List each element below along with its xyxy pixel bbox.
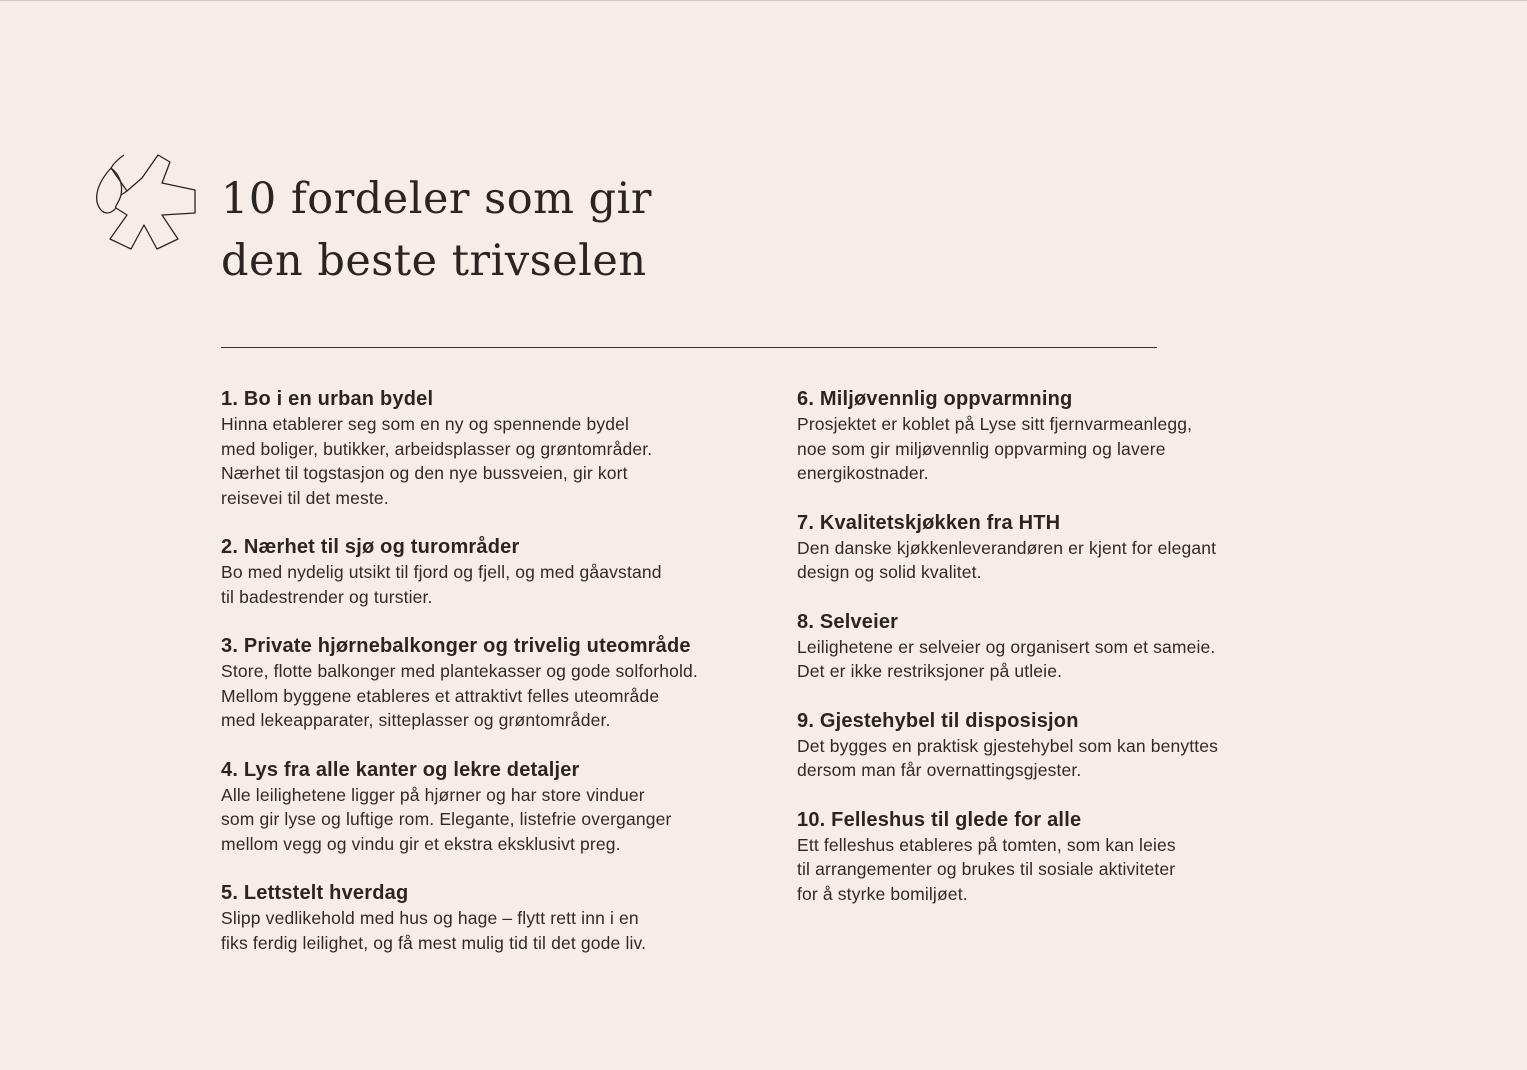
benefit-title: 2. Nærhet til sjø og turområder: [221, 536, 520, 558]
benefit-title: 9. Gjestehybel til disposisjon: [797, 709, 1079, 732]
top-edge-rule: [0, 0, 1527, 1]
benefit-item: [797, 510, 1317, 585]
section-divider: [221, 347, 1157, 348]
benefit-text-line: Det bygges en praktisk gjestehybel som kan benyttes: [797, 735, 1219, 756]
benefits-column-right: [797, 386, 1317, 930]
benefit-item: [221, 633, 761, 733]
benefits-column-left: [221, 386, 761, 979]
benefit-text-line: Store, flotte balkonger med plantekasser og gode solforhold.: [221, 661, 698, 681]
benefit-title: 4. Lys fra alle kanter og lekre detaljer: [221, 758, 580, 781]
benefit-text-line: fiks ferdig leilighet, og få mest mulig tid til det gode liv.: [221, 932, 647, 953]
benefit-text-line: Ett felleshus etableres på tomten, som kan leies: [797, 834, 1176, 855]
page-title-line-1: 10 fordeler som gir: [221, 174, 652, 224]
benefit-text-line: Prosjektet er koblet på Lyse sitt fjernvarmeanlegg,: [797, 414, 1193, 434]
benefit-text-line: Leilighetene er selveier og organisert som et sameie.: [797, 636, 1216, 657]
benefit-text-line: Alle leilighetene ligger på hjørner og har store vinduer: [221, 784, 645, 805]
benefit-text-line: for å styrke bomiljøet.: [797, 883, 968, 904]
benefit-text-line: noe som gir miljøvennlig oppvarming og lavere: [797, 438, 1166, 459]
benefit-title: 3. Private hjørnebalkonger og trivelig uteområde: [221, 635, 691, 657]
page-title: [221, 168, 652, 292]
benefit-text-line: med lekeapparater, sitteplasser og grøntområder.: [221, 710, 611, 730]
benefit-item: [221, 880, 761, 955]
benefit-text-line: Det er ikke restriksjoner på utleie.: [797, 661, 1063, 681]
benefit-text-line: Mellom byggene etableres et attraktivt felles uteområde: [221, 685, 660, 706]
benefit-text-line: til arrangementer og brukes til sosiale aktiviteter: [797, 859, 1176, 879]
benefit-title: 1. Bo i en urban bydel: [221, 388, 434, 410]
benefit-title: 5. Lettstelt hverdag: [221, 882, 409, 904]
benefit-text-line: til badestrender og turstier.: [221, 586, 433, 607]
star-outline-logo-icon: [94, 153, 198, 251]
benefit-text-line: energikostnader.: [797, 463, 929, 483]
benefit-item: [797, 807, 1317, 907]
benefit-text-line: Slipp vedlikehold med hus og hage – flytt rett inn i en: [221, 908, 639, 928]
benefit-text-line: mellom vegg og vindu gir et ekstra eksklusivt preg.: [221, 833, 621, 854]
benefit-text-line: med boliger, butikker, arbeidsplasser og grøntområder.: [221, 438, 653, 459]
benefit-item: [797, 609, 1317, 684]
benefit-item: [797, 708, 1317, 783]
benefit-item: [221, 386, 761, 510]
benefit-text-line: dersom man får overnattingsgjester.: [797, 760, 1082, 780]
benefit-title: 6. Miljøvennlig oppvarmning: [797, 388, 1073, 410]
benefit-text-line: design og solid kvalitet.: [797, 562, 982, 582]
benefit-item: [221, 757, 761, 857]
benefit-title: 10. Felleshus til glede for alle: [797, 808, 1082, 831]
benefit-text-line: Nærhet til togstasjon og den nye bussveien, gir kort: [221, 463, 628, 483]
page-title-line-2: den beste trivselen: [221, 236, 647, 286]
benefit-text-line: Bo med nydelig utsikt til fjord og fjell, og med gåavstand: [221, 562, 662, 582]
benefit-item: [797, 386, 1317, 486]
benefit-text-line: Hinna etablerer seg som en ny og spennende bydel: [221, 414, 630, 434]
benefit-item: [221, 534, 761, 609]
benefit-text-line: som gir lyse og luftige rom. Elegante, listefrie overganger: [221, 809, 672, 829]
benefit-title: 7. Kvalitetskjøkken fra HTH: [797, 511, 1061, 534]
benefit-title: 8. Selveier: [797, 610, 899, 633]
benefit-text-line: Den danske kjøkkenleverandøren er kjent for elegant: [797, 537, 1217, 558]
benefit-text-line: reisevei til det meste.: [221, 487, 389, 508]
